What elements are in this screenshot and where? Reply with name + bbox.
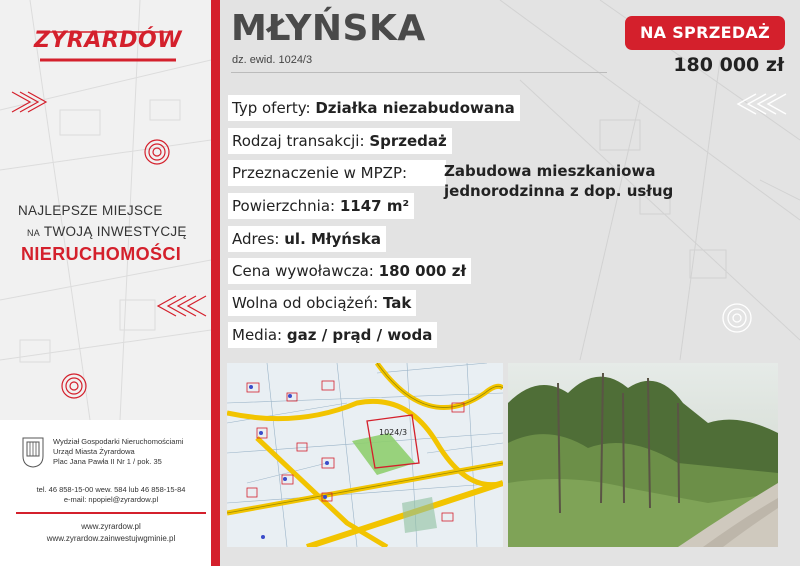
for-sale-badge: NA SPRZEDAŻ (625, 16, 785, 50)
tagline-main: TWOJĄ INWESTYCJĘ (43, 224, 187, 239)
office-line: Urząd Miasta Żyrardowa (53, 447, 135, 456)
website-link[interactable]: www.zyrardow.zainwestujwgminie.pl (46, 534, 176, 543)
chevron-left-icon (738, 94, 786, 114)
detail-label: Typ oferty: (232, 99, 311, 117)
zyrardow-logo (34, 24, 182, 70)
sidebar (0, 0, 211, 566)
parcel-map (227, 363, 503, 547)
office-line: Wydział Gospodarki Nieruchomościami (53, 437, 184, 446)
detail-value: gaz / prąd / woda (286, 326, 433, 344)
detail-label: Rodzaj transakcji: (232, 132, 365, 150)
detail-row-rodzaj-transakcji (228, 128, 452, 154)
target-icon (62, 374, 86, 398)
divider (16, 512, 206, 514)
email-link[interactable]: e-mail: npopiel@zyrardow.pl (63, 495, 159, 504)
price-label: 180 000 zł (673, 54, 784, 76)
detail-label: Media: (232, 326, 283, 344)
website-link[interactable]: www.zyrardow.pl (81, 522, 141, 531)
office-address (53, 437, 183, 467)
websites (16, 521, 206, 545)
red-divider-bar (211, 0, 220, 566)
detail-row-adres (228, 226, 386, 252)
page-title: MŁYŃSKA (231, 8, 426, 49)
crest-icon (22, 436, 44, 468)
detail-label: Adres: (232, 230, 280, 248)
contact-info (16, 485, 206, 505)
detail-label: Wolna od obciążeń: (232, 294, 379, 312)
detail-row-wolna (228, 290, 416, 316)
detail-value: Działka niezabudowana (315, 99, 515, 117)
detail-value: 1147 m² (339, 197, 410, 215)
chevron-left-icon (158, 296, 206, 316)
detail-row-media (228, 322, 437, 348)
office-line: Plac Jana Pawła II Nr 1 / pok. 35 (53, 457, 162, 466)
parcel-number: dz. ewid. 1024/3 (232, 54, 313, 66)
site-photo (508, 363, 778, 547)
detail-value: 180 000 zł (378, 262, 467, 280)
detail-value: jednorodzinna z dop. usług (444, 182, 674, 200)
detail-row-typ-oferty (228, 95, 520, 121)
phone-text: tel. 46 858-15-00 wew. 584 lub 46 858-15-84 (36, 485, 186, 494)
detail-value: Zabudowa mieszkaniowa (444, 162, 656, 180)
tagline-nieruchomosci: NIERUCHOMOŚCI (21, 244, 182, 264)
tagline-prefix: NA (27, 228, 41, 238)
detail-row-cena (228, 258, 471, 284)
tagline-line2 (27, 224, 187, 239)
detail-row-powierzchnia (228, 193, 414, 219)
title-underline (231, 72, 607, 73)
detail-value: Sprzedaż (369, 132, 447, 150)
target-icon (723, 304, 751, 332)
tagline-line1: NAJLEPSZE MIEJSCE (18, 203, 163, 218)
detail-value: Tak (382, 294, 412, 312)
detail-value: ul. Młyńska (284, 230, 381, 248)
detail-label: Cena wywoławcza: (232, 262, 374, 280)
target-icon (145, 140, 169, 164)
detail-row-przeznaczenie (228, 160, 446, 186)
parcel-label: 1024/3 (379, 428, 408, 437)
logo-text: ZYRARDÓW (34, 28, 183, 53)
detail-label: Powierzchnia: (232, 197, 336, 215)
chevron-right-icon (12, 92, 46, 112)
detail-label: Przeznaczenie w MPZP: (232, 164, 408, 182)
